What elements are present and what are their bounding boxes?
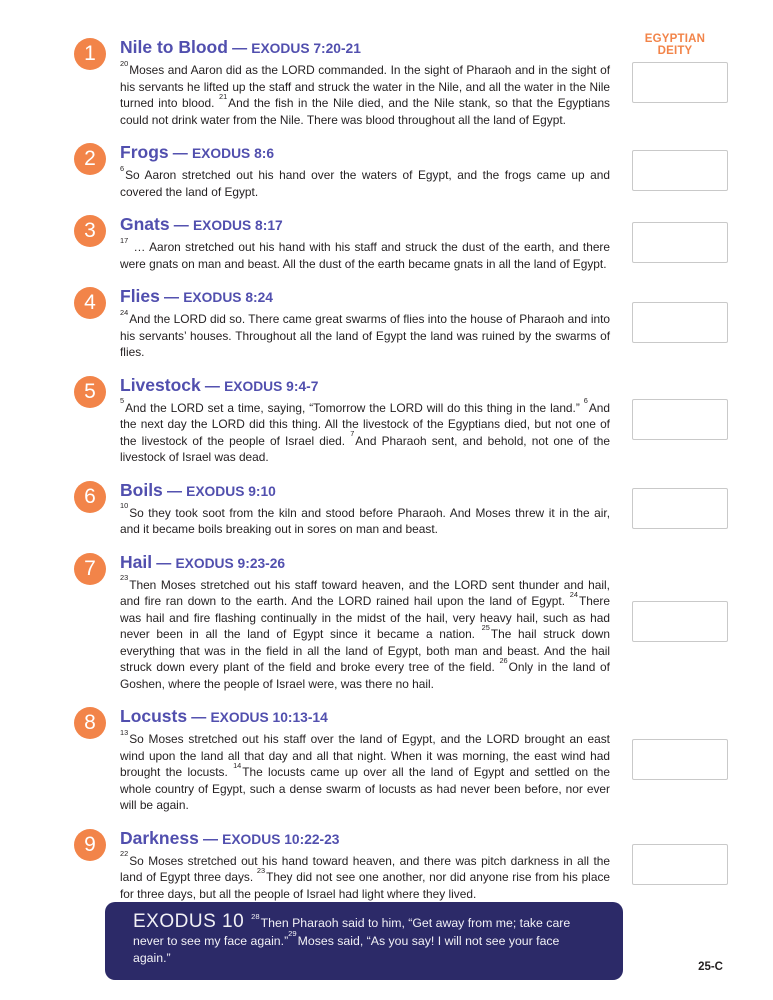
deity-header-line2: DEITY [657, 45, 693, 57]
plague-number-badge [74, 376, 106, 408]
egyptian-deity-answer-box[interactable] [632, 739, 728, 780]
plague-heading [120, 827, 610, 850]
plague-number-badge [74, 481, 106, 513]
plague-section-body [120, 827, 610, 903]
verse-text: $^{20}$Moses and Aaron did as the LORD commanded. In the sight of Pharaoh and in the sight of his servants he lifted up the staff and struck the water in the Nile, and all the water in the Nile turned into blood. $^{21}$And the fish in the Nile died, and the Nile stank, so that the Egyptians could not drink water from the Nile. There was blood throughout all the land of Egypt. [120, 58, 610, 127]
plague-section-body [120, 551, 610, 693]
plague-number: 4 [84, 291, 96, 314]
scripture-reference: EXODUS 9:23-26 [175, 555, 286, 571]
answer-column [610, 285, 728, 361]
plague-section [74, 551, 728, 693]
plague-heading [120, 285, 610, 308]
plague-name: Darkness [120, 827, 199, 848]
heading-dash: — [152, 554, 176, 572]
answer-column [610, 374, 728, 466]
plague-section-body [120, 141, 610, 200]
page-number-label: 25-C [698, 961, 723, 973]
plague-name: Frogs [120, 142, 169, 162]
plague-name: Boils [120, 479, 163, 500]
egyptian-deity-answer-box[interactable] [632, 844, 728, 885]
egyptian-deity-answer-box[interactable] [632, 302, 728, 343]
footer-verse [133, 913, 597, 968]
verse-text: $^{23}$Then Moses stretched out his staff toward heaven, and the LORD sent thunder and hail, and fire ran down to the earth. And the LORD rained hail upon the land of Egypt. $^{24}$There was hail and fire flashing continually in the midst of the hail, very heavy hail, such as had never been in all the land of Egypt since it became a nation. $^{25}$The hail struck down everything that was in the field in all the land of Egypt, both man and beast. And the hail struck down every plant of the field and broke every tree of the field. $^{26}$Only in the land of Goshen, where the people of Israel were, was there no hail. [120, 573, 610, 691]
egyptian-deity-answer-box[interactable] [632, 222, 728, 263]
verse-text: $^5$And the LORD set a time, saying, “Tomorrow the LORD will do this thing in the land.” $^6$And the next day the LORD did this thing. All the livestock of the Egyptians died, but not one of the livestock of the people of Israel died. $^7$And Pharaoh sent, and behold, not one of the livestock of Israel was dead. [120, 396, 610, 464]
plague-heading [120, 705, 610, 728]
verse-text: $^{13}$So Moses stretched out his staff over the land of Egypt, and the LORD brought an east wind upon the land all that day and all that night. When it was morning, the east wind had brought the locusts. $^{14}$The locusts came up over all the land of Egypt and settled on the whole country of Egypt, such a dense swarm of locusts as had never been before, nor ever will be again. [120, 727, 610, 812]
plague-number-badge [74, 553, 106, 585]
plague-number-badge [74, 707, 106, 739]
verse-text: $^{17}$ … Aaron stretched out his hand with his staff and struck the dust of the earth, and there were gnats on man and beast. All the dust of the earth became gnats in all the land of Egypt. [120, 235, 610, 271]
plague-heading [120, 551, 610, 574]
plague-name: Hail [120, 551, 153, 572]
plague-section-body [120, 479, 610, 538]
plague-section-body [120, 213, 610, 272]
plague-heading [120, 141, 610, 164]
plague-number-badge [74, 143, 106, 175]
verse-text: $^6$So Aaron stretched out his hand over the waters of Egypt, and the frogs came up and covered the land of Egypt. [120, 163, 610, 199]
footer-verse-text: $^{28}$Then Pharaoh said to him, “Get away from me; take care never to see my face again.”$^{29}$Moses said, “As you say! I will not see your face again.” [133, 911, 571, 965]
plague-number: 3 [84, 219, 96, 242]
plague-heading [120, 479, 610, 502]
plague-section-body [120, 285, 610, 361]
scripture-reference: EXODUS 8:17 [192, 218, 283, 233]
plague-section [74, 827, 728, 903]
answer-column [610, 827, 728, 903]
heading-dash: — [227, 40, 252, 57]
plague-heading [120, 36, 610, 59]
heading-dash: — [187, 709, 211, 726]
egyptian-deity-answer-box[interactable] [632, 62, 728, 103]
plague-section [74, 141, 728, 200]
scripture-reference: EXODUS 10:13-14 [210, 710, 328, 725]
plague-section [74, 213, 728, 272]
answer-column [610, 705, 728, 814]
plague-section [74, 285, 728, 361]
plague-number-badge [74, 287, 106, 319]
plague-section [74, 479, 728, 538]
heading-dash: — [200, 377, 225, 395]
plague-section-body [120, 36, 610, 128]
heading-dash: — [159, 289, 184, 306]
plague-name: Flies [120, 286, 160, 306]
plague-name: Livestock [120, 374, 201, 395]
plague-number: 5 [84, 379, 96, 403]
plague-list [74, 36, 728, 915]
plague-number: 8 [84, 711, 96, 734]
plague-section [74, 36, 728, 128]
plague-section-body [120, 705, 610, 814]
egyptian-deity-answer-box[interactable] [632, 150, 728, 191]
verse-text: $^{22}$So Moses stretched out his hand toward heaven, and there was pitch darkness in all the land of Egypt three days. $^{23}$They did not see one another, nor did anyone rise from his place for three days, but all the people of Israel had light where they lived. [120, 849, 610, 901]
plague-section [74, 705, 728, 814]
plague-number: 1 [84, 42, 96, 65]
scripture-reference: EXODUS 8:6 [191, 146, 275, 161]
plague-number-badge [74, 38, 106, 70]
plague-name: Gnats [120, 214, 170, 234]
scripture-reference: EXODUS 7:20-21 [251, 41, 361, 56]
deity-header-line1: EGYPTIAN [644, 33, 706, 45]
scripture-reference: EXODUS 9:10 [186, 483, 276, 499]
footer-passage-title: EXODUS 10 [133, 911, 245, 932]
plague-number-badge [74, 215, 106, 247]
answer-column [610, 479, 728, 538]
answer-column [610, 213, 728, 272]
heading-dash: — [169, 217, 193, 234]
exodus-10-callout [105, 902, 623, 980]
scripture-reference: EXODUS 9:4-7 [224, 378, 319, 394]
egyptian-deity-answer-box[interactable] [632, 488, 728, 529]
plague-section-body [120, 374, 610, 466]
plague-heading [120, 374, 610, 397]
scripture-reference: EXODUS 8:24 [183, 290, 273, 305]
answer-column [610, 141, 728, 200]
plague-name: Locusts [120, 706, 188, 726]
heading-dash: — [162, 482, 187, 500]
plague-section [74, 374, 728, 466]
answer-column [610, 36, 728, 128]
answer-column [610, 551, 728, 693]
plague-number-badge [74, 829, 106, 861]
plague-heading [120, 213, 610, 236]
plague-number: 6 [84, 484, 96, 508]
plague-number: 7 [84, 556, 96, 580]
plague-number: 2 [84, 147, 96, 170]
egyptian-deity-answer-box[interactable] [632, 601, 728, 642]
heading-dash: — [168, 145, 192, 162]
scripture-reference: EXODUS 10:22-23 [222, 831, 340, 847]
plague-number: 9 [84, 832, 96, 856]
egyptian-deity-answer-box[interactable] [632, 399, 728, 440]
verse-text: $^{10}$So they took soot from the kiln and stood before Pharaoh. And Moses threw it in the air, and it became boils breaking out in sores on man and beast. [120, 501, 610, 536]
verse-text: $^{24}$And the LORD did so. There came great swarms of flies into the house of Pharaoh and into his servants’ houses. Throughout all the land of Egypt the land was ruined by the swarms of flies. [120, 307, 610, 359]
heading-dash: — [198, 830, 223, 848]
plague-name: Nile to Blood [120, 37, 228, 57]
